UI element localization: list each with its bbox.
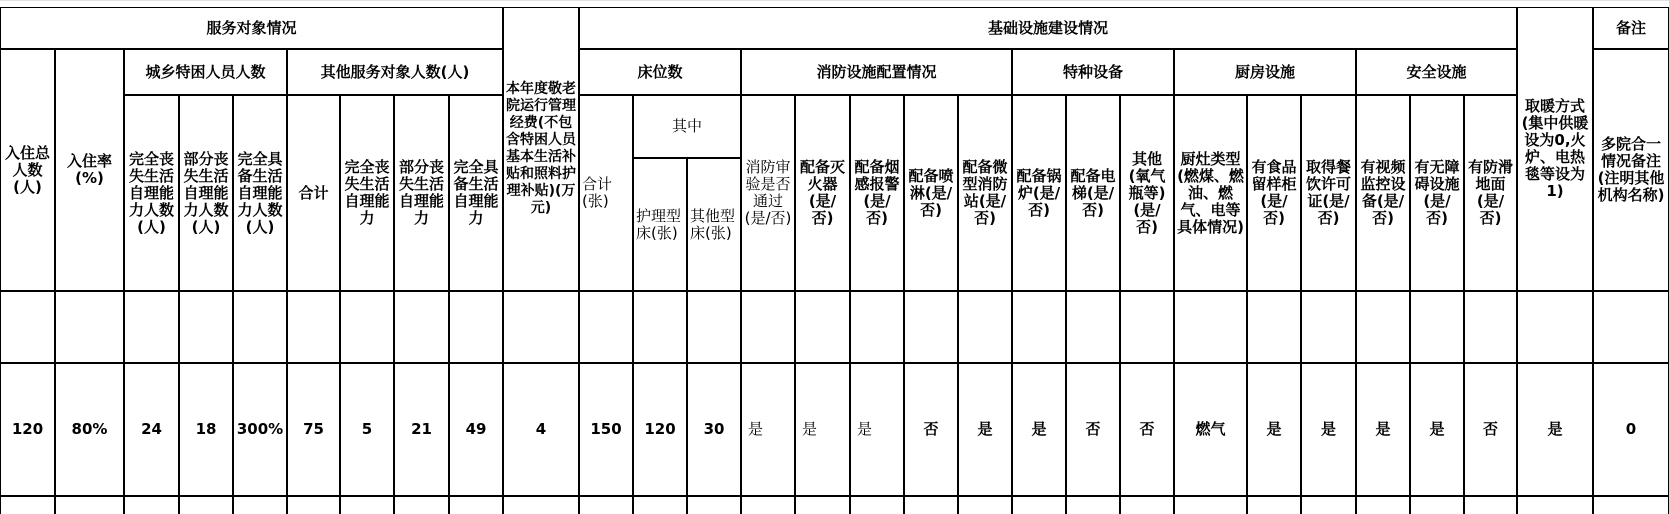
- empty-cell-video-monitor[interactable]: [1356, 291, 1410, 363]
- grid-line: [0, 0, 1669, 1]
- value-other-full-ability[interactable]: 49: [449, 363, 503, 496]
- empty-cell-poor-full-loss[interactable]: [124, 291, 179, 363]
- tail-cell-heating[interactable]: [1517, 496, 1593, 514]
- value-poor-full-ability[interactable]: 300%: [233, 363, 287, 496]
- tail-cell-beds-total[interactable]: [579, 496, 633, 514]
- empty-cell-catering-license[interactable]: [1301, 291, 1356, 363]
- poor-group-header[interactable]: 城乡特困人员人数: [124, 49, 287, 95]
- micro-station-header[interactable]: 配备微型消防站(是/否): [958, 95, 1012, 291]
- value-barrier-free[interactable]: 是: [1410, 363, 1464, 496]
- barrier-free-header[interactable]: 有无障碍设施(是/否): [1410, 95, 1464, 291]
- other-full-loss-header[interactable]: 完全丧失生活自理能力: [340, 95, 394, 291]
- beds-other-header[interactable]: 其他型床(张): [687, 158, 741, 291]
- empty-cell-sample-cabinet[interactable]: [1247, 291, 1301, 363]
- other-partial-loss-header[interactable]: 部分丧失生活自理能力: [394, 95, 449, 291]
- tail-cell-fire-extinguisher[interactable]: [795, 496, 850, 514]
- tail-cell-beds-nursing[interactable]: [633, 496, 687, 514]
- value-beds-nursing[interactable]: 120: [633, 363, 687, 496]
- tail-cell-sprinkler[interactable]: [904, 496, 958, 514]
- empty-cell-anti-slip[interactable]: [1464, 291, 1517, 363]
- empty-cell-other-special[interactable]: [1120, 291, 1174, 363]
- occupancy-rate-header[interactable]: 入住率(%): [55, 49, 124, 291]
- empty-cell-other-total[interactable]: [287, 291, 340, 363]
- tail-cell-multi-home[interactable]: [1593, 496, 1669, 514]
- empty-cell-barrier-free[interactable]: [1410, 291, 1464, 363]
- tail-cell-poor-full-loss[interactable]: [124, 496, 179, 514]
- tail-cell-poor-full-ability[interactable]: [233, 496, 287, 514]
- tail-cell-other-total[interactable]: [287, 496, 340, 514]
- value-fire-inspection[interactable]: 是: [741, 363, 795, 496]
- beds-nursing-header[interactable]: 护理型床(张): [633, 158, 687, 291]
- poor-partial-loss-header[interactable]: 部分丧失生活自理能力人数(人): [179, 95, 233, 291]
- value-annual-funds[interactable]: 4: [503, 363, 579, 496]
- kitchen-group-header[interactable]: 厨房设施: [1174, 49, 1356, 95]
- empty-cell-fire-inspection[interactable]: [741, 291, 795, 363]
- value-video-monitor[interactable]: 是: [1356, 363, 1410, 496]
- value-boiler[interactable]: 是: [1012, 363, 1066, 496]
- empty-cell-poor-partial-loss[interactable]: [179, 291, 233, 363]
- empty-cell-smoke-alarm[interactable]: [850, 291, 904, 363]
- empty-cell-beds-nursing[interactable]: [633, 291, 687, 363]
- tail-cell-occupancy-rate[interactable]: [55, 496, 124, 514]
- tail-cell-boiler[interactable]: [1012, 496, 1066, 514]
- boiler-header[interactable]: 配备锅炉(是/否): [1012, 95, 1066, 291]
- total-residents-header[interactable]: 入住总人数(人): [0, 49, 55, 291]
- value-beds-other[interactable]: 30: [687, 363, 741, 496]
- empty-cell-boiler[interactable]: [1012, 291, 1066, 363]
- sprinkler-header[interactable]: 配备喷淋(是/否): [904, 95, 958, 291]
- value-multi-home[interactable]: 0: [1593, 363, 1669, 496]
- empty-cell-other-partial-loss[interactable]: [394, 291, 449, 363]
- empty-cell-sprinkler[interactable]: [904, 291, 958, 363]
- value-occupancy-rate[interactable]: 80%: [55, 363, 124, 496]
- tail-cell-other-special[interactable]: [1120, 496, 1174, 514]
- other-total-header[interactable]: 合计: [287, 95, 340, 291]
- tail-cell-sample-cabinet[interactable]: [1247, 496, 1301, 514]
- other-group-header[interactable]: 其他服务对象人数(人): [287, 49, 503, 95]
- beds-among-header[interactable]: 其中: [633, 95, 741, 158]
- tail-cell-annual-funds[interactable]: [503, 496, 579, 514]
- value-fire-extinguisher[interactable]: 是: [795, 363, 850, 496]
- value-poor-partial-loss[interactable]: 18: [179, 363, 233, 496]
- empty-cell-multi-home[interactable]: [1593, 291, 1669, 363]
- value-other-special[interactable]: 否: [1120, 363, 1174, 496]
- tail-cell-video-monitor[interactable]: [1356, 496, 1410, 514]
- tail-cell-other-partial-loss[interactable]: [394, 496, 449, 514]
- empty-cell-beds-total[interactable]: [579, 291, 633, 363]
- fire-extinguisher-header[interactable]: 配备灭火器(是/否): [795, 95, 850, 291]
- service-group-header[interactable]: 服务对象情况: [0, 7, 503, 49]
- value-micro-station[interactable]: 是: [958, 363, 1012, 496]
- special-group-header[interactable]: 特种设备: [1012, 49, 1174, 95]
- value-sprinkler[interactable]: 否: [904, 363, 958, 496]
- value-sample-cabinet[interactable]: 是: [1247, 363, 1301, 496]
- tail-cell-other-full-ability[interactable]: [449, 496, 503, 514]
- fire-group-header[interactable]: 消防设施配置情况: [741, 49, 1012, 95]
- value-anti-slip[interactable]: 否: [1464, 363, 1517, 496]
- empty-cell-total-residents[interactable]: [0, 291, 55, 363]
- poor-full-ability-header[interactable]: 完全具备生活自理能力人数(人): [233, 95, 287, 291]
- empty-cell-beds-other[interactable]: [687, 291, 741, 363]
- heating-header[interactable]: 取暖方式(集中供暖设为0,火炉、电热毯等设为1): [1517, 7, 1593, 291]
- empty-cell-other-full-ability[interactable]: [449, 291, 503, 363]
- beds-group-header[interactable]: 床位数: [579, 49, 741, 95]
- tail-cell-catering-license[interactable]: [1301, 496, 1356, 514]
- video-monitor-header[interactable]: 有视频监控设备(是/否): [1356, 95, 1410, 291]
- value-stove-type[interactable]: 燃气: [1174, 363, 1247, 496]
- value-elevator[interactable]: 否: [1066, 363, 1120, 496]
- empty-cell-elevator[interactable]: [1066, 291, 1120, 363]
- multi-home-header[interactable]: 多院合一情况备注(注明其他机构名称): [1593, 49, 1669, 291]
- value-other-total[interactable]: 75: [287, 363, 340, 496]
- smoke-alarm-header[interactable]: 配备烟感报警(是/否): [850, 95, 904, 291]
- tail-cell-fire-inspection[interactable]: [741, 496, 795, 514]
- tail-cell-beds-other[interactable]: [687, 496, 741, 514]
- empty-cell-stove-type[interactable]: [1174, 291, 1247, 363]
- stove-type-header[interactable]: 厨灶类型(燃煤、燃油、燃气、电等具体情况): [1174, 95, 1247, 291]
- value-other-full-loss[interactable]: 5: [340, 363, 394, 496]
- catering-license-header[interactable]: 取得餐饮许可证(是/否): [1301, 95, 1356, 291]
- poor-full-loss-header[interactable]: 完全丧失生活自理能力人数(人): [124, 95, 179, 291]
- infra-group-header[interactable]: 基础设施建设情况: [579, 7, 1517, 49]
- value-heating[interactable]: 是: [1517, 363, 1593, 496]
- tail-cell-total-residents[interactable]: [0, 496, 55, 514]
- tail-cell-other-full-loss[interactable]: [340, 496, 394, 514]
- other-full-ability-header[interactable]: 完全具备生活自理能力: [449, 95, 503, 291]
- value-catering-license[interactable]: 是: [1301, 363, 1356, 496]
- value-beds-total[interactable]: 150: [579, 363, 633, 496]
- beds-total-header[interactable]: 合计(张): [579, 95, 633, 291]
- other-special-header[interactable]: 其他(氧气瓶等)(是/否): [1120, 95, 1174, 291]
- value-total-residents[interactable]: 120: [0, 363, 55, 496]
- tail-cell-smoke-alarm[interactable]: [850, 496, 904, 514]
- empty-cell-fire-extinguisher[interactable]: [795, 291, 850, 363]
- anti-slip-header[interactable]: 有防滑地面(是/否): [1464, 95, 1517, 291]
- fire-inspection-header[interactable]: 消防审验是否通过(是/否): [741, 95, 795, 291]
- empty-cell-micro-station[interactable]: [958, 291, 1012, 363]
- remarks-header[interactable]: 备注: [1593, 7, 1669, 49]
- tail-cell-stove-type[interactable]: [1174, 496, 1247, 514]
- value-smoke-alarm[interactable]: 是: [850, 363, 904, 496]
- empty-cell-poor-full-ability[interactable]: [233, 291, 287, 363]
- tail-cell-micro-station[interactable]: [958, 496, 1012, 514]
- empty-cell-annual-funds[interactable]: [503, 291, 579, 363]
- annual-funds-header[interactable]: 本年度敬老院运行管理经费(不包含特困人员基本生活补贴和照料护理补贴)(万元): [503, 7, 579, 291]
- sample-cabinet-header[interactable]: 有食品留样柜(是/否): [1247, 95, 1301, 291]
- tail-cell-elevator[interactable]: [1066, 496, 1120, 514]
- value-poor-full-loss[interactable]: 24: [124, 363, 179, 496]
- tail-cell-anti-slip[interactable]: [1464, 496, 1517, 514]
- empty-cell-occupancy-rate[interactable]: [55, 291, 124, 363]
- empty-cell-other-full-loss[interactable]: [340, 291, 394, 363]
- safety-group-header[interactable]: 安全设施: [1356, 49, 1517, 95]
- elevator-header[interactable]: 配备电梯(是/否): [1066, 95, 1120, 291]
- empty-cell-heating[interactable]: [1517, 291, 1593, 363]
- tail-cell-poor-partial-loss[interactable]: [179, 496, 233, 514]
- value-other-partial-loss[interactable]: 21: [394, 363, 449, 496]
- tail-cell-barrier-free[interactable]: [1410, 496, 1464, 514]
